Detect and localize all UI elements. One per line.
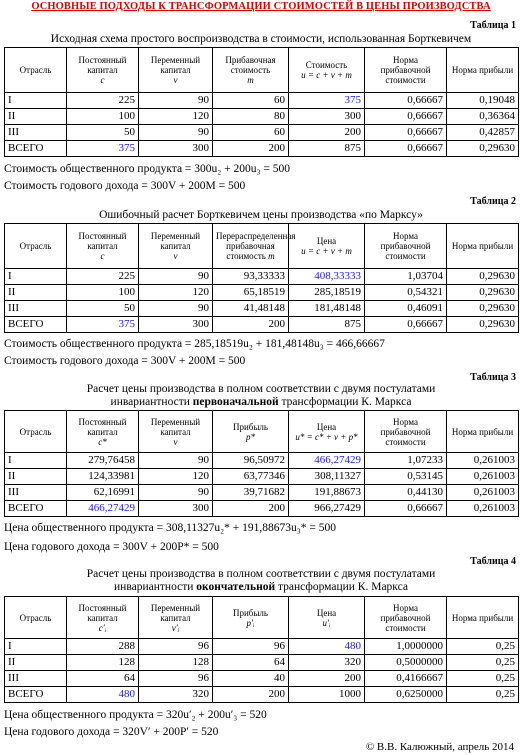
cell: 320 (139, 687, 213, 703)
cell: 96 (213, 639, 289, 655)
row-label: I (5, 269, 67, 285)
caption-text: трансформации К. Маркса (275, 581, 408, 593)
cell: 288 (67, 639, 139, 655)
cell: 0,25 (447, 639, 519, 655)
cell: 40 (213, 671, 289, 687)
table-3 (4, 410, 519, 517)
cell: 181,48148 (289, 301, 365, 317)
header-cell: Переменный капитал v (139, 411, 213, 453)
cell-highlight: 480 (289, 639, 365, 655)
cell: 200 (213, 317, 289, 333)
cell: 41,48148 (213, 301, 289, 317)
table-row (5, 655, 519, 671)
table-1-formula-2: Стоимость годового дохода = 300V + 200M = 500 (4, 180, 246, 192)
table-header-row (5, 411, 519, 453)
header-cell: Цена u* = c* + v + p* (289, 411, 365, 453)
caption-line: Расчет цены производства в полном соответствии с двумя постулатами (86, 568, 436, 580)
cell: 0,36364 (447, 109, 519, 125)
table-1-caption: Исходная схема простого воспроизводства в стоимости, использованная Борткевичем (50, 33, 472, 45)
cell: 0,54321 (365, 285, 447, 301)
table-row (5, 485, 519, 501)
cell-highlight: 375 (289, 93, 365, 109)
caption-emphasis: первоначальной (192, 396, 279, 408)
cell: 90 (139, 269, 213, 285)
table-row (5, 469, 519, 485)
row-label: I (5, 93, 67, 109)
cell: 80 (213, 109, 289, 125)
table-total-row (5, 501, 519, 517)
header-cell: Постоянный капитал c (67, 224, 139, 269)
cell: 0,6250000 (365, 687, 447, 703)
cell: 320 (289, 655, 365, 671)
cell: 0,29630 (447, 317, 519, 333)
cell: 0,5000000 (365, 655, 447, 671)
table-4-formula-1: Цена общественного продукта = 320u′₂ + 200u′₃ = 520 (4, 709, 267, 721)
cell: 0,4166667 (365, 671, 447, 687)
caption-line: Расчет цены производства в полном соответствии с двумя постулатами (86, 383, 436, 395)
cell: 0,66667 (365, 501, 447, 517)
table-4-label: Таблица 4 (470, 556, 516, 567)
cell: 64 (67, 671, 139, 687)
cell: 128 (67, 655, 139, 671)
table-row (5, 285, 519, 301)
header-cell: Перераспределенная прибавочная стоимость m (213, 224, 289, 269)
table-row (5, 453, 519, 469)
cell: 120 (139, 285, 213, 301)
cell: 966,27429 (289, 501, 365, 517)
cell: 96 (139, 671, 213, 687)
header-cell: Норма прибавочной стоимости (365, 411, 447, 453)
cell: 0,261003 (447, 469, 519, 485)
cell: 0,29630 (447, 285, 519, 301)
cell: 0,261003 (447, 501, 519, 517)
table-3-formula-2: Цена годового дохода = 300V + 200P* = 500 (4, 541, 219, 553)
row-label: II (5, 655, 67, 671)
cell: 200 (289, 125, 365, 141)
cell: 0,66667 (365, 109, 447, 125)
cell: 60 (213, 93, 289, 109)
table-4-formula-2: Цена годового дохода = 320V′ + 200P′ = 520 (4, 726, 219, 738)
cell: 0,29630 (447, 301, 519, 317)
cell-highlight: 480 (67, 687, 139, 703)
cell: 0,29630 (447, 269, 519, 285)
cell: 50 (67, 301, 139, 317)
cell: 0,66667 (365, 317, 447, 333)
row-label: I (5, 453, 67, 469)
cell: 96,50972 (213, 453, 289, 469)
table-total-row (5, 317, 519, 333)
row-label: II (5, 469, 67, 485)
caption-text: инвариантности (110, 396, 193, 408)
cell: 50 (67, 125, 139, 141)
caption-text: трансформации К. Маркса (278, 396, 412, 408)
header-cell: Переменный капитал v′ᵢ (139, 597, 213, 639)
table-2-caption: Ошибочный расчет Борткевичем цены производства «по Марксу» (99, 209, 423, 221)
table-total-row (5, 141, 519, 157)
cell-highlight: 466,27429 (289, 453, 365, 469)
row-label: II (5, 285, 67, 301)
cell: 200 (213, 501, 289, 517)
cell: 63,77346 (213, 469, 289, 485)
row-label: III (5, 301, 67, 317)
cell: 300 (289, 109, 365, 125)
cell: 90 (139, 301, 213, 317)
cell: 96 (139, 639, 213, 655)
row-label: II (5, 109, 67, 125)
cell: 39,71682 (213, 485, 289, 501)
header-cell: Норма прибавочной стоимости (365, 597, 447, 639)
header-cell: Норма прибыли (447, 411, 519, 453)
cell: 0,66667 (365, 125, 447, 141)
cell: 225 (67, 93, 139, 109)
row-label: ВСЕГО (5, 141, 67, 157)
cell-highlight: 408,33333 (289, 269, 365, 285)
table-row (5, 671, 519, 687)
table-header-row (5, 48, 519, 93)
cell: 308,11327 (289, 469, 365, 485)
row-label: ВСЕГО (5, 317, 67, 333)
row-label: I (5, 639, 67, 655)
header-cell: Отрасль (5, 48, 67, 93)
header-cell: Постоянный капитал c′ᵢ (67, 597, 139, 639)
table-header-row (5, 597, 519, 639)
row-label: ВСЕГО (5, 687, 67, 703)
header-cell: Переменный капитал v (139, 224, 213, 269)
table-2-formula-2: Стоимость годового дохода = 300V + 200M = 500 (4, 355, 246, 367)
caption-text: инвариантности (114, 581, 197, 593)
header-cell: Цена u′ᵢ (289, 597, 365, 639)
cell: 0,29630 (447, 141, 519, 157)
cell: 90 (139, 453, 213, 469)
table-1-formula-1: Стоимость общественного продукта = 300u₂ + 200u₃ = 500 (4, 163, 291, 175)
table-2 (4, 223, 519, 333)
cell: 200 (289, 671, 365, 687)
header-cell: Отрасль (5, 411, 67, 453)
table-row (5, 301, 519, 317)
row-label: ВСЕГО (5, 501, 67, 517)
cell: 60 (213, 125, 289, 141)
cell: 191,88673 (289, 485, 365, 501)
table-row (5, 639, 519, 655)
cell: 300 (139, 141, 213, 157)
header-cell: Постоянный капитал c* (67, 411, 139, 453)
cell: 0,46091 (365, 301, 447, 317)
table-4 (4, 596, 519, 703)
cell: 875 (289, 317, 365, 333)
table-row (5, 269, 519, 285)
table-1 (4, 47, 519, 157)
cell: 0,53145 (365, 469, 447, 485)
cell: 875 (289, 141, 365, 157)
cell: 0,261003 (447, 453, 519, 469)
cell-highlight: 375 (67, 317, 139, 333)
cell-highlight: 466,27429 (67, 501, 139, 517)
header-cell: Отрасль (5, 597, 67, 639)
header-cell: Отрасль (5, 224, 67, 269)
cell: 1,07233 (365, 453, 447, 469)
cell: 300 (139, 317, 213, 333)
cell: 100 (67, 109, 139, 125)
header-cell: Прибыль p* (213, 411, 289, 453)
table-row (5, 125, 519, 141)
cell: 0,44130 (365, 485, 447, 501)
table-row (5, 93, 519, 109)
cell: 285,18519 (289, 285, 365, 301)
cell: 0,261003 (447, 485, 519, 501)
cell: 0,25 (447, 687, 519, 703)
page-title: ОСНОВНЫЕ ПОДХОДЫ К ТРАНСФОРМАЦИИ СТОИМОСТЕЙ В ЦЕНЫ ПРОИЗВОДСТВА (31, 1, 491, 12)
table-3-caption (0, 383, 522, 409)
cell: 279,76458 (67, 453, 139, 469)
header-cell: Постоянный капитал c (67, 48, 139, 93)
cell: 0,42857 (447, 125, 519, 141)
table-total-row (5, 687, 519, 703)
header-cell: Стоимость u = c + v + m (289, 48, 365, 93)
cell: 128 (139, 655, 213, 671)
header-cell: Норма прибыли (447, 597, 519, 639)
caption-emphasis: окончательной (196, 581, 276, 593)
cell: 200 (213, 687, 289, 703)
table-2-formula-1: Стоимость общественного продукта = 285,18519u₂ + 181,48148u₃ = 466,66667 (4, 338, 385, 350)
cell: 93,33333 (213, 269, 289, 285)
cell: 100 (67, 285, 139, 301)
cell: 64 (213, 655, 289, 671)
table-3-formula-1: Цена общественного продукта = 308,11327u₂* + 191,88673u₃* = 500 (4, 522, 337, 534)
table-row (5, 109, 519, 125)
cell: 0,66667 (365, 93, 447, 109)
cell: 65,18519 (213, 285, 289, 301)
header-cell: Норма прибыли (447, 48, 519, 93)
cell: 0,25 (447, 671, 519, 687)
cell: 1,03704 (365, 269, 447, 285)
cell: 62,16991 (67, 485, 139, 501)
header-cell: Переменный капитал v (139, 48, 213, 93)
cell: 90 (139, 125, 213, 141)
cell: 124,33981 (67, 469, 139, 485)
cell: 0,19048 (447, 93, 519, 109)
header-cell: Норма прибавочной стоимости (365, 224, 447, 269)
header-cell: Прибавочная стоимость m (213, 48, 289, 93)
row-label: III (5, 125, 67, 141)
cell: 200 (213, 141, 289, 157)
header-cell: Норма прибыли (447, 224, 519, 269)
row-label: III (5, 671, 67, 687)
cell: 120 (139, 469, 213, 485)
row-label: III (5, 485, 67, 501)
table-header-row (5, 224, 519, 269)
copyright-note: © В.В. Калюжный, апрель 2014 (365, 741, 514, 753)
table-4-caption (0, 568, 522, 594)
cell: 120 (139, 109, 213, 125)
cell-highlight: 375 (67, 141, 139, 157)
table-2-label: Таблица 2 (470, 196, 516, 207)
cell: 0,66667 (365, 141, 447, 157)
table-1-label: Таблица 1 (470, 20, 516, 31)
cell: 90 (139, 485, 213, 501)
cell: 90 (139, 93, 213, 109)
header-cell: Норма прибавочной стоимости (365, 48, 447, 93)
cell: 1,0000000 (365, 639, 447, 655)
cell: 0,25 (447, 655, 519, 671)
cell: 225 (67, 269, 139, 285)
table-3-label: Таблица 3 (470, 372, 516, 383)
cell: 1000 (289, 687, 365, 703)
header-cell: Цена u = c + v + m (289, 224, 365, 269)
cell: 300 (139, 501, 213, 517)
header-cell: Прибыль p′ᵢ (213, 597, 289, 639)
